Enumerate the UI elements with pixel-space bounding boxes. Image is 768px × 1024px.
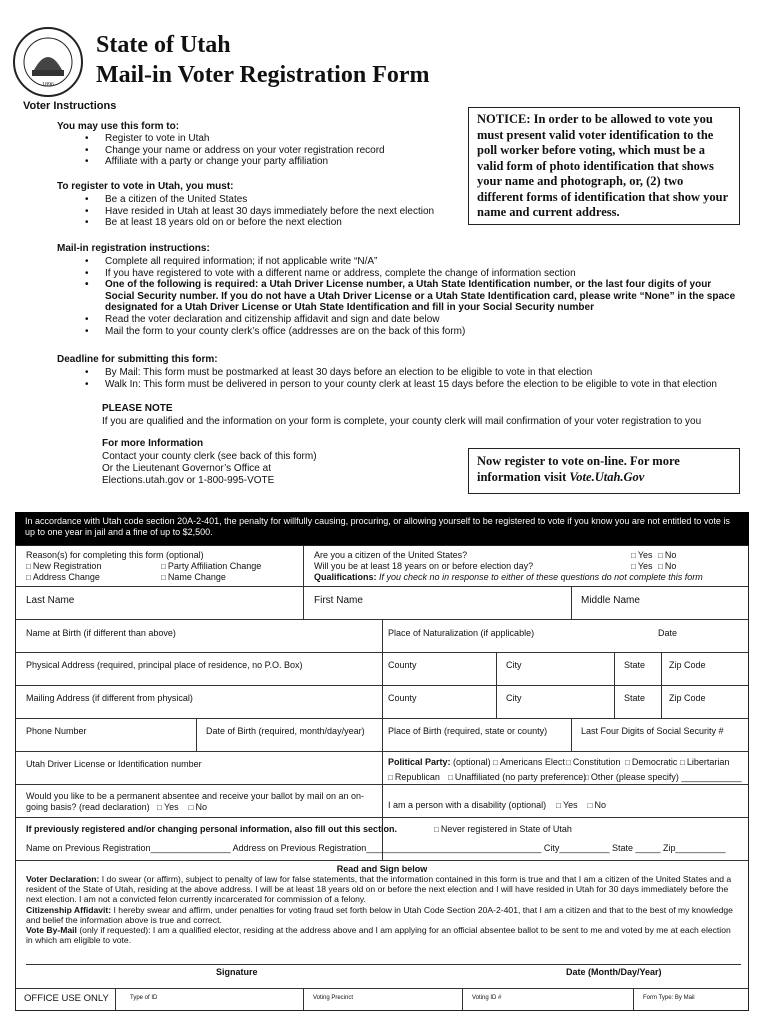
- instructions-heading: Voter Instructions: [23, 100, 117, 112]
- party-republican-checkbox[interactable]: □ Republican: [388, 772, 440, 783]
- form-title: Mail-in Voter Registration Form: [96, 62, 430, 88]
- list-item: • Register to vote in Utah: [57, 133, 385, 145]
- party-democratic-checkbox[interactable]: □ Democratic: [625, 757, 677, 768]
- absentee-question: Would you like to be a permanent absentee and receive your ballot by mail on an on-: [26, 791, 365, 801]
- last-name-field[interactable]: Last Name: [26, 595, 75, 606]
- naturalization-date-field[interactable]: Date: [658, 628, 678, 638]
- voting-precinct-field: Voting Precinct: [313, 995, 354, 1001]
- disability-question: I am a person with a disability (optional) □ Yes □ No: [388, 800, 606, 811]
- middle-name-field[interactable]: Middle Name: [581, 595, 640, 606]
- list-item: • Read the voter declaration and citizenship affidavit and sign and date below: [57, 314, 757, 326]
- use-heading: You may use this form to:: [57, 121, 180, 132]
- type-of-id-field: Type of ID: [130, 995, 158, 1001]
- registration-form: [15, 545, 749, 1011]
- list-item: • Change your name or address on your voter registration record: [57, 145, 385, 157]
- list-item: • Mail the form to your county clerk’s office (addresses are on the back of this form): [57, 326, 757, 338]
- please-note-text: If you are qualified and the information on your form is complete, your county clerk will mail confirmation of your voter registration to you: [102, 416, 702, 427]
- qualifications-note: Qualifications: If you check no in response to either of these questions do not complete this form: [314, 572, 703, 582]
- absentee-yes-checkbox[interactable]: □ Yes: [157, 802, 179, 812]
- read-and-sign-heading: Read and Sign below: [336, 864, 428, 874]
- physical-city-field[interactable]: City: [506, 660, 522, 670]
- reason-address-change-checkbox[interactable]: □ Address Change: [26, 572, 100, 583]
- form-type-field: Form Type: By Mail: [643, 995, 695, 1001]
- more-info-line: Elections.utah.gov or 1-800-995-VOTE: [102, 475, 275, 486]
- physical-state-field[interactable]: State: [624, 660, 646, 670]
- ssn-last-four-field[interactable]: Last Four Digits of Social Security #: [581, 726, 724, 736]
- name-at-birth-field[interactable]: Name at Birth (if different than above): [26, 628, 176, 638]
- list-item: • Affiliate with a party or change your party affiliation: [57, 156, 385, 168]
- citizen-no-checkbox[interactable]: □ No: [658, 550, 676, 561]
- reason-new-registration-checkbox[interactable]: □ New Registration: [26, 561, 101, 572]
- list-item: • Walk In: This form must be delivered in person to your county clerk at least 15 days before the election to be eligible to vote in that election: [57, 379, 757, 391]
- mailing-city-field[interactable]: City: [506, 693, 522, 703]
- voter-declaration: Voter Declaration: I do swear (or affirm), subject to penalty of law for false statements, that the information contained in this form is true and that I am a citizen of the United States and a resident of the State of Utah, residing at the above address. I will be at least 18 years old on or before the next election and I will have resided in Utah for 30 days immediately before the next election. I am not a convicted felon currently incarcerated for commission of a felony.: [26, 874, 732, 905]
- previous-registration-fields[interactable]: Name on Previous Registration________________ Address on Previous Registration___________________________________ City__________ State _____ Zip__________: [26, 843, 726, 853]
- online-text: Now register to vote on-line. For more information visit: [477, 454, 680, 484]
- age-no-checkbox[interactable]: □ No: [658, 561, 676, 572]
- list-item: • Be a citizen of the United States: [57, 194, 434, 206]
- physical-county-field[interactable]: County: [388, 660, 417, 670]
- list-item: • One of the following is required: a Utah Driver License number, a Utah State Identification number, or the last four digits of your Social Security number. If you do not have a Utah Driver License or a Utah State Identification card, please write “None” in the space designated for a Utah Driver License or Utah State Identification and fill in your Social Security number: [57, 279, 757, 314]
- mailing-county-field[interactable]: County: [388, 693, 417, 703]
- deadline-heading: Deadline for submitting this form:: [57, 354, 218, 365]
- disability-no-checkbox[interactable]: □ No: [588, 800, 606, 810]
- office-use-only-label: OFFICE USE ONLY: [24, 993, 109, 1004]
- citizen-question: Are you a citizen of the United States?: [314, 550, 468, 560]
- form-title-state: State of Utah: [96, 32, 231, 58]
- party-constitution-checkbox[interactable]: □ Constitution: [566, 757, 620, 768]
- use-list: [57, 133, 385, 168]
- more-info-line: Or the Lieutenant Governor’s Office at: [102, 463, 271, 474]
- absentee-no-checkbox[interactable]: □ No: [189, 802, 207, 812]
- declarations-text: [26, 874, 736, 945]
- political-party-label: Political Party: (optional): [388, 757, 491, 767]
- list-item: • Have resided in Utah at least 30 days immediately before the next election: [57, 206, 434, 218]
- place-of-naturalization-field[interactable]: Place of Naturalization (if applicable): [388, 628, 535, 638]
- party-americans-elect-checkbox[interactable]: □ Americans Elect: [493, 757, 565, 768]
- driver-license-field[interactable]: Utah Driver License or Identification number: [26, 759, 202, 769]
- list-item: • Complete all required information; if not applicable write “N/A”: [57, 256, 757, 268]
- party-other-checkbox[interactable]: □ Other (please specify) ____________: [584, 772, 741, 783]
- absentee-question-line2: going basis? (read declaration) □ Yes □ No: [26, 802, 207, 813]
- party-unaffiliated-checkbox[interactable]: □ Unaffiliated (no party preference): [448, 772, 586, 783]
- disability-yes-checkbox[interactable]: □ Yes: [556, 800, 578, 810]
- mailing-zip-field[interactable]: Zip Code: [669, 693, 706, 703]
- state-seal-logo: [12, 26, 84, 98]
- first-name-field[interactable]: First Name: [314, 595, 363, 606]
- age-yes-checkbox[interactable]: □ Yes: [631, 561, 653, 572]
- mailin-list: [57, 256, 757, 337]
- signature-date-field[interactable]: Date (Month/Day/Year): [566, 967, 662, 977]
- vote-utah-link[interactable]: Vote.Utah.Gov: [569, 469, 645, 484]
- reason-name-change-checkbox[interactable]: □ Name Change: [161, 572, 226, 583]
- citizenship-affidavit: Citizenship Affidavit: I hereby swear and affirm, under penalties for voting fraud set forth below in Utah Code Section 20A-2-401, that I am a citizen and that to the best of my knowledge and belief the information above is true and correct.: [26, 904, 733, 925]
- signature-field[interactable]: Signature: [216, 967, 258, 977]
- penalty-banner: In accordance with Utah code section 20A-2-401, the penalty for willfully causing, procuring, or allowing yourself to be registered to vote if you know you are not entitled to vote is up to one year in jail and a fine of up to $2,500.: [15, 512, 749, 545]
- mailing-state-field[interactable]: State: [624, 693, 646, 703]
- age-question: Will you be at least 18 years on or before election day?: [314, 561, 534, 571]
- party-libertarian-checkbox[interactable]: □ Libertarian: [680, 757, 729, 768]
- phone-number-field[interactable]: Phone Number: [26, 726, 87, 736]
- notice-box: NOTICE: In order to be allowed to vote you must present valid voter identification to the poll worker before voting, which must be a valid form of photo identification that shows your name and photograph, or, (2) two different forms of identification that show your name and current address.: [468, 107, 740, 225]
- mailin-heading: Mail-in registration instructions:: [57, 243, 210, 254]
- vote-by-mail-declaration: Vote By-Mail (only if requested): I am a qualified elector, residing at the address above and I am applying for an official absentee ballot to be sent to me and voted by me at each election in which am eligible to vote.: [26, 925, 731, 946]
- please-note-heading: PLEASE NOTE: [102, 403, 173, 414]
- register-list: [57, 194, 434, 229]
- svg-text:1896: 1896: [42, 82, 54, 88]
- list-item: • By Mail: This form must be postmarked at least 30 days before an election to be eligible to vote in that election: [57, 367, 757, 379]
- voting-id-field: Voting ID #: [472, 995, 502, 1001]
- reason-party-change-checkbox[interactable]: □ Party Affiliation Change: [161, 561, 261, 572]
- more-info-heading: For more Information: [102, 438, 204, 449]
- online-registration-box: [468, 448, 740, 494]
- mailing-address-field[interactable]: Mailing Address (if different from physical): [26, 693, 193, 703]
- register-heading: To register to vote in Utah, you must:: [57, 181, 234, 192]
- physical-zip-field[interactable]: Zip Code: [669, 660, 706, 670]
- never-registered-checkbox[interactable]: □ Never registered in State of Utah: [434, 824, 572, 835]
- more-info-line: Contact your county clerk (see back of this form): [102, 451, 317, 462]
- reasons-label: Reason(s) for completing this form (optional): [26, 550, 204, 560]
- physical-address-field[interactable]: Physical Address (required, principal place of residence, no P.O. Box): [26, 660, 303, 670]
- previous-registration-heading: If previously registered and/or changing personal information, also fill out this section.: [26, 824, 398, 834]
- list-item: • Be at least 18 years old on or before the next election: [57, 217, 434, 229]
- date-of-birth-field[interactable]: Date of Birth (required, month/day/year): [206, 726, 365, 736]
- place-of-birth-field[interactable]: Place of Birth (required, state or county): [388, 726, 548, 736]
- list-item: • If you have registered to vote with a different name or address, complete the change of information section: [57, 268, 757, 280]
- citizen-yes-checkbox[interactable]: □ Yes: [631, 550, 653, 561]
- deadline-list: [57, 367, 757, 390]
